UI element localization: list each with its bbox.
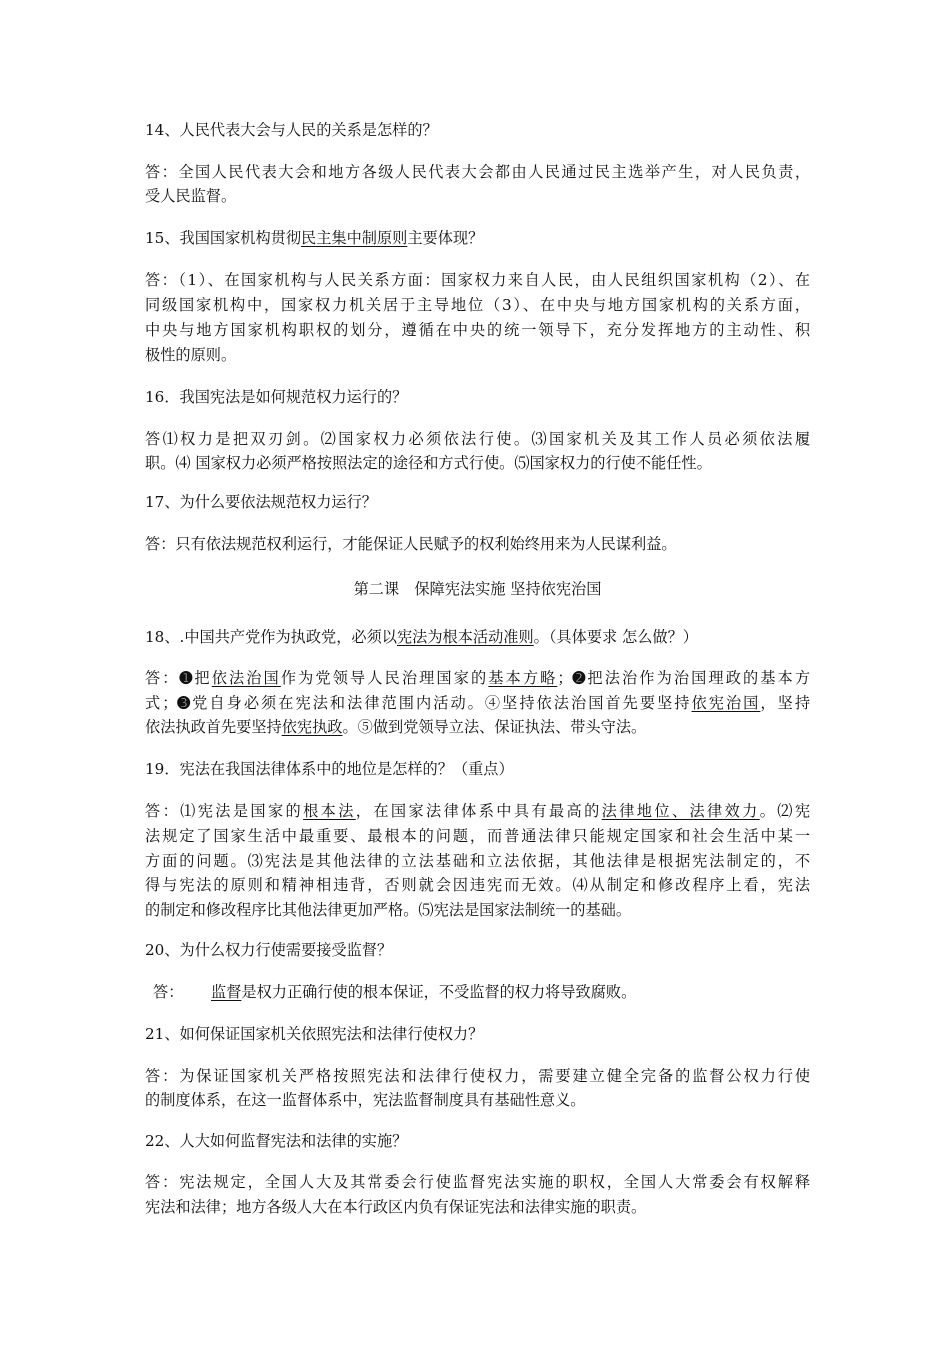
question-16: 16．我国宪法是如何规范权力运行的？ xyxy=(145,388,408,406)
answer-16-line-1: 答⑴权力是把双刃剑。⑵国家权力必须依法行使。⑶国家机关及其工作人员必须依法履 xyxy=(145,430,810,448)
underlined-term: 基本方略 xyxy=(488,669,558,687)
text: ； xyxy=(557,669,573,687)
number-1-marker: ➊ xyxy=(179,669,193,687)
answer-label: 答： xyxy=(145,669,180,687)
underlined-term: 依宪执政 xyxy=(281,718,343,736)
question-20: 20、为什么权力行使需要接受监督？ xyxy=(145,941,393,959)
question-21: 21、如何保证国家机关依照宪法和法律行使权力？ xyxy=(145,1025,484,1043)
text: 把 xyxy=(192,669,212,687)
answer-16-line-2: 职。⑷ 国家权力必须严格按照法定的途径和方式行使。⑸国家权力的行使不能任性。 xyxy=(145,454,712,472)
text: 。⑵宪 xyxy=(759,802,810,820)
question-15-prefix: 15、我国国家机构贯彻 xyxy=(145,229,302,247)
answer-20-line-1 xyxy=(145,980,636,1004)
question-19: 19．宪法在我国法律体系中的地位是怎样的？（重点） xyxy=(145,760,514,778)
answer-18-line-1 xyxy=(145,666,810,690)
answer-14-line-1: 答：全国人民代表大会和地方各级人民代表大会都由人民通过民主选举产生，对人民负责， xyxy=(145,163,810,181)
underlined-term: 依宪治国 xyxy=(691,694,761,712)
underlined-term: 监督 xyxy=(211,983,242,1001)
underlined-term: 根本法 xyxy=(303,802,356,820)
answer-22-line-2: 宪法和法律；地方各级人大在本行政区内负有保证宪法和法律实施的职责。 xyxy=(145,1198,647,1216)
question-14: 14、人民代表大会与人民的关系是怎样的？ xyxy=(145,121,438,139)
text: ，在国家法律体系中具有最高的 xyxy=(355,802,602,820)
question-15-underlined: 民主集中制原则 xyxy=(301,229,408,247)
answer-19-line-4: 得与宪法的原则和精神相违背，否则就会因违宪而无效。⑷从制定和修改程序上看，宪法 xyxy=(145,876,810,894)
question-15-suffix: 主要体现？ xyxy=(407,229,484,247)
underlined-term: 依法治国 xyxy=(211,669,281,687)
text: 党自身必须在宪法和法律范围内活动。④坚持依法治国首先要坚持 xyxy=(190,694,692,712)
answer-22-line-1: 答：宪法规定，全国人大及其常委会行使监督宪法实施的职权，全国人大常委会有权解释 xyxy=(145,1173,810,1191)
number-3-marker: ➌ xyxy=(177,694,191,712)
answer-21-line-1: 答：为保证国家机关严格按照宪法和法律行使权力，需要建立健全完备的监督公权力行使 xyxy=(145,1067,810,1085)
text: 把法治作为治国理政的基本方 xyxy=(585,669,811,687)
question-15 xyxy=(145,226,483,250)
answer-19-line-3: 方面的问题。⑶宪法是其他法律的立法基础和立法依据，其他法律是根据宪法制定的，不 xyxy=(145,852,810,870)
answer-label: 答： xyxy=(153,983,184,1001)
text: 。⑤做到党领导立法、保证执法、带头守法。 xyxy=(342,718,647,736)
text: 式； xyxy=(145,694,178,712)
underlined-term: 法律地位、法律效力 xyxy=(601,802,760,820)
answer-15-line-2: 同级国家机构中，国家权力机关居于主导地位（3）、在中央与地方国家机构的关系方面， xyxy=(145,296,810,314)
answer-19-line-1 xyxy=(145,799,810,823)
answer-17-line-1: 答：只有依法规范权利运行，才能保证人民赋予的权利始终用来为人民谋利益。 xyxy=(145,535,677,553)
text: 依法执政首先要坚持 xyxy=(145,718,282,736)
answer-19-line-5: 的制定和修改程序比其他法律更加严格。⑸宪法是国家法制统一的基础。 xyxy=(145,901,631,919)
text: 作为党领导人民治理国家的 xyxy=(280,669,489,687)
lesson-title: 第二课 保障宪法实施 坚持依宪治国 xyxy=(353,580,602,598)
question-18 xyxy=(145,625,698,649)
question-18-suffix: 。（具体要求 怎么做？） xyxy=(533,628,698,646)
answer-19-line-2: 法规定了国家生活中最重要、最根本的问题，而普通法律只能规定国家和社会生活中某一 xyxy=(145,827,810,845)
number-2-marker: ➋ xyxy=(572,669,586,687)
question-18-underlined: 宪法为根本活动准则 xyxy=(396,628,534,646)
answer-18-line-2 xyxy=(145,691,810,715)
text: ，坚持 xyxy=(760,694,811,712)
text: 答：⑴宪法是国家的 xyxy=(145,802,304,820)
answer-14-line-2: 受人民监督。 xyxy=(145,187,237,205)
question-17: 17、为什么要依法规范权力运行？ xyxy=(145,493,377,511)
answer-15-line-1: 答：（1）、在国家机构与人民关系方面：国家权力来自人民，由人民组织国家机构（2）、在 xyxy=(145,271,810,289)
question-22: 22、人大如何监督宪法和法律的实施？ xyxy=(145,1132,408,1150)
answer-15-line-4: 极性的原则。 xyxy=(145,346,237,364)
answer-15-line-3: 中央与地方国家机构职权的划分，遵循在中央的统一领导下，充分发挥地方的主动性、积 xyxy=(145,321,810,339)
text: 是权力正确行使的根本保证，不受监督的权力将导致腐败。 xyxy=(241,983,637,1001)
answer-18-line-3 xyxy=(145,715,646,739)
question-18-prefix: 18、.中国共产党作为执政党，必须以 xyxy=(145,628,397,646)
answer-21-line-2: 的制度体系，在这一监督体系中，宪法监督制度具有基础性意义。 xyxy=(145,1091,586,1109)
